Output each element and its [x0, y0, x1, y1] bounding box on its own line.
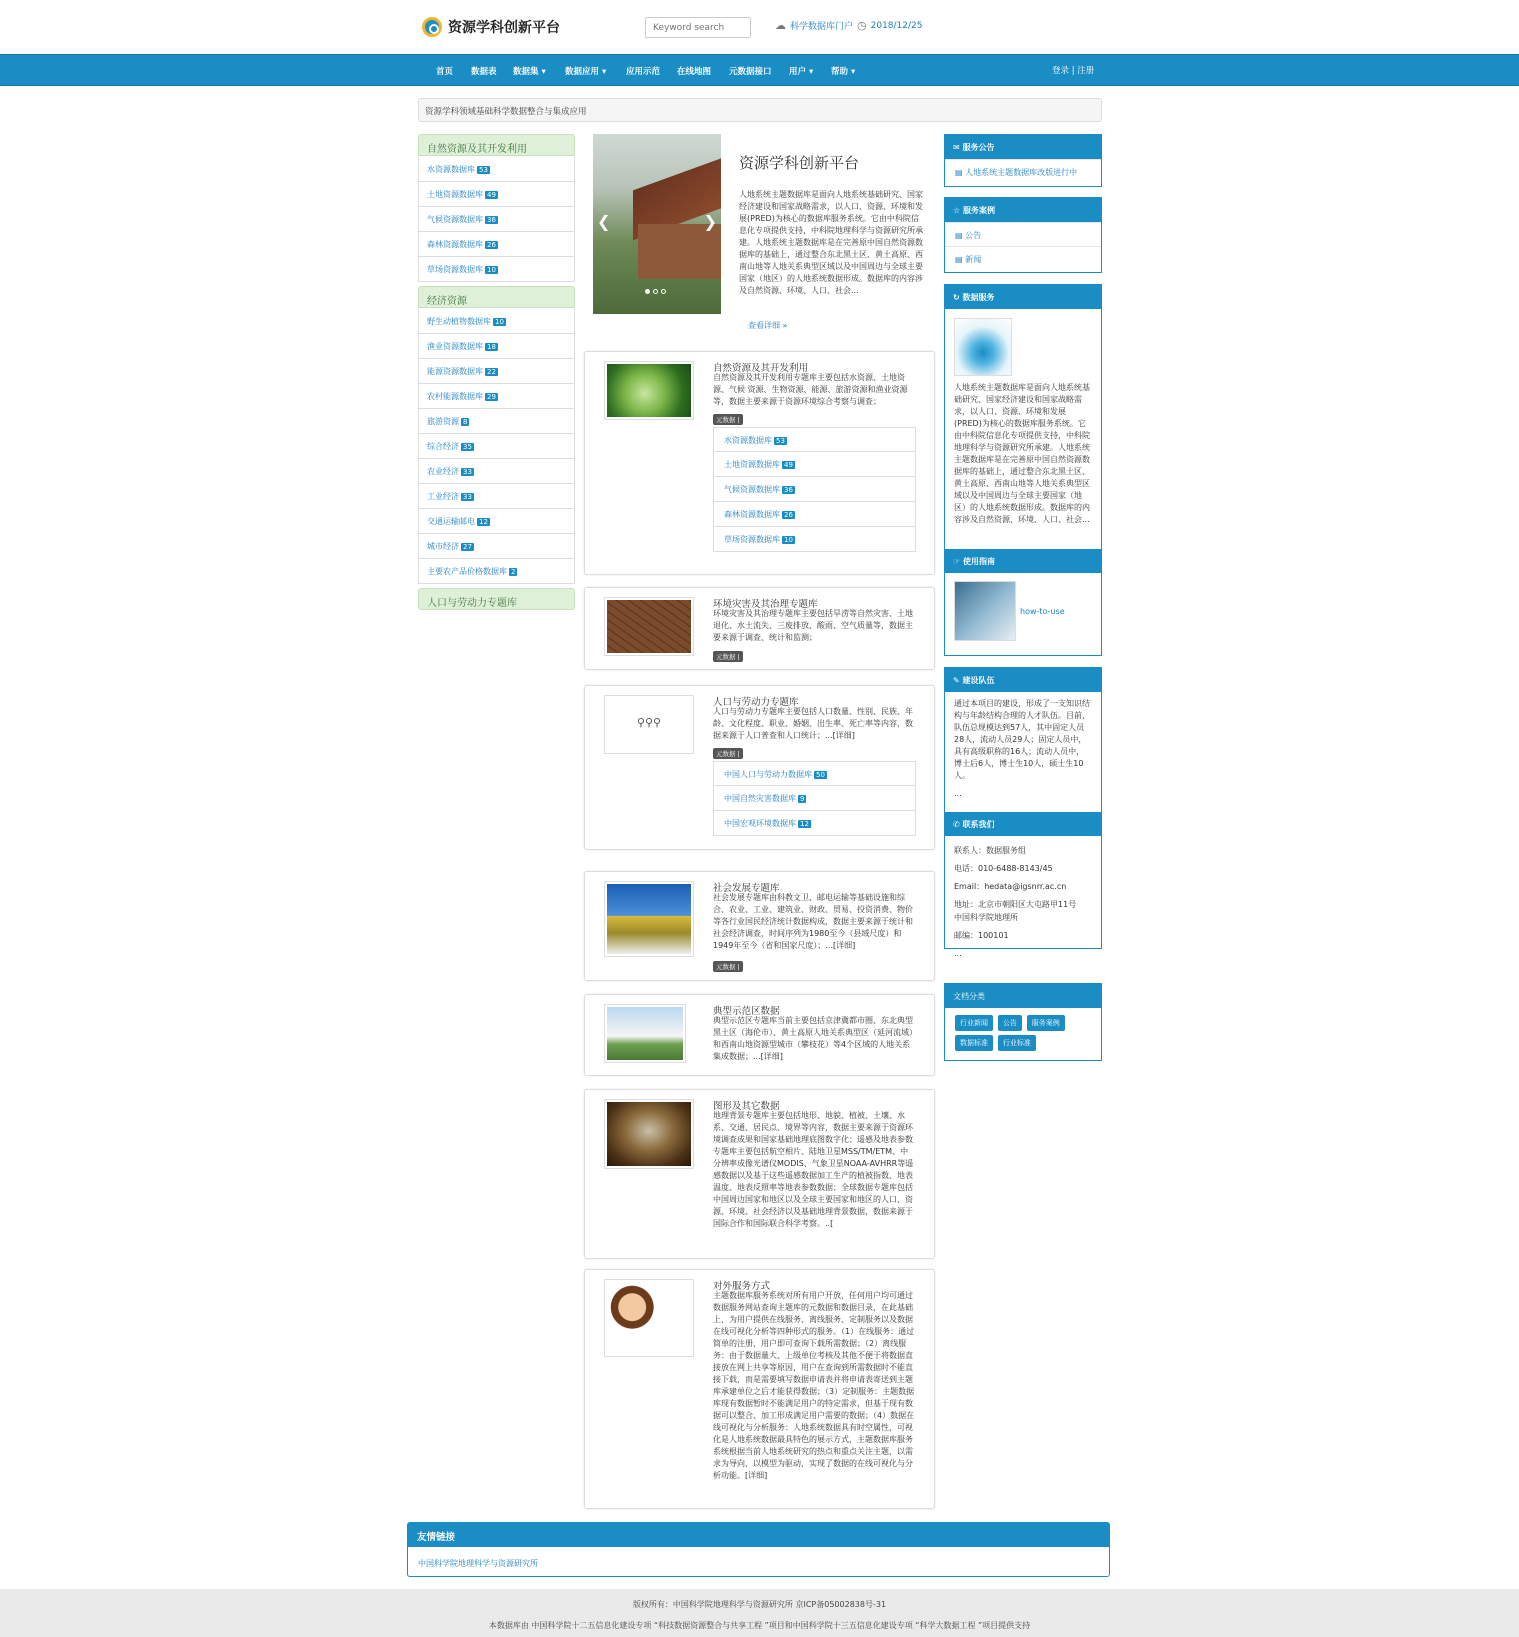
cases-panel — [944, 197, 1102, 273]
topic-sub-item[interactable]: 水资源数据库 53 — [713, 427, 916, 452]
topic-card — [584, 1269, 935, 1509]
doc-category-panel — [944, 983, 1102, 1061]
nav-metadata-api[interactable]: 元数据接口 — [729, 67, 772, 77]
doc-category-button[interactable]: 行业新闻 — [955, 1015, 993, 1031]
portal-info — [775, 19, 923, 32]
data-service-panel — [944, 284, 1102, 656]
current-date: 2018/12/25 — [870, 20, 923, 31]
topic-thumbnail[interactable] — [604, 1279, 694, 1357]
topic-thumbnail[interactable] — [604, 881, 694, 957]
topic-sub-item[interactable]: 气候资源数据库 36 — [713, 477, 916, 502]
topic-card — [584, 994, 935, 1076]
logo-icon — [422, 17, 442, 37]
team-text: 通过本项目的建设，形成了一支知识结构与年龄结构合理的人才队伍。目前，队伍总规模达到57人，其中固定人员28人，流动人员29人；固定人员中，具有高级职称的16人；流动人员中，博士后6人，博士生10人，硕士生10人。 — [954, 699, 1090, 780]
topic-description: 社会发展专题库由科教文卫、邮电运输等基础设施和综合、农业、工业、建筑业、财政、贸易、投资消费、物价等各行业国民经济统计数据构成，数据主要来源于统计和社会经济调查，时间序列为1980至今（县域尺度）和1949年至今（省和国家尺度）；...[详细] — [713, 893, 913, 950]
metadata-tag[interactable]: 元数据 | — [713, 748, 743, 759]
sidebar-item[interactable]: 交通运输邮电 12 — [418, 509, 575, 534]
friend-links-panel — [407, 1522, 1110, 1577]
panel-heading: ✎ 建设队伍 — [945, 668, 1101, 692]
topic-description: 典型示范区专题库当前主要包括京津冀都市圈、东北典型黑土区（海伦市）、黄土高原人地关系典型区（延河流域）和西南山地资源型城市（攀枝花）等4个区域的人地关系集成数据；...[详细] — [713, 1016, 913, 1061]
topic-thumbnail[interactable] — [604, 361, 694, 420]
topic-sub-item[interactable]: 中国人口与劳动力数据库 50 — [713, 761, 916, 786]
megaphone-icon: ✉ — [953, 143, 963, 152]
topic-title[interactable]: 图形及其它数据 — [713, 1101, 780, 1112]
sidebar-item[interactable]: 渔业资源数据库 18 — [418, 334, 575, 359]
topic-description: 自然资源及其开发利用专题库主要包括水资源、土地资源、气候 资源、生物资源、能源、旅游资源和渔业资源等，数据主要来源于资源环境综合考察与调查； — [713, 373, 908, 406]
sidebar-item[interactable]: 旅游资源 8 — [418, 409, 575, 434]
nav-demo[interactable]: 应用示范 — [626, 67, 661, 77]
panel-heading: ✆ 联系我们 — [945, 812, 1101, 836]
nav-user[interactable]: 用户 ▾ — [789, 67, 814, 77]
topic-thumbnail[interactable] — [604, 1004, 686, 1063]
sidebar-item[interactable]: 农业经济 33 — [418, 459, 575, 484]
portal-link[interactable]: 科学数据库门户 — [790, 22, 854, 32]
sidebar-item[interactable]: 城市经济 27 — [418, 534, 575, 559]
panel-heading: ↻ 数据服务 — [945, 285, 1101, 309]
nav-datatable[interactable]: 数据表 — [471, 67, 497, 77]
metadata-tag[interactable]: 元数据 | — [713, 414, 743, 425]
topic-card — [584, 1089, 935, 1259]
panel-heading: ☞ 使用指南 — [945, 549, 1101, 573]
topic-title[interactable]: 社会发展专题库 — [713, 883, 780, 894]
intro-title: 资源学科创新平台 — [739, 154, 860, 172]
topic-title[interactable]: 自然资源及其开发利用 — [713, 363, 809, 374]
carousel-indicators[interactable] — [645, 289, 666, 294]
topic-title[interactable]: 环境灾害及其治理专题库 — [713, 599, 818, 610]
topic-sub-item[interactable]: 草场资源数据库 10 — [713, 527, 916, 552]
topic-sub-item[interactable]: 中国自然灾害数据库 9 — [713, 786, 916, 811]
panel-heading: ☆ 服务案例 — [945, 198, 1101, 222]
intro-text: 人地系统主题数据库是面向人地系统基础研究、国家经济建设和国家战略需求，以人口、资源、环境和发展(PRED)为核心的数据库服务系统。它由中科院信息化专项提供支持，中科院地理科学与资源研究所承建。人地系统主题数据库是在完善原中国自然资源数据库的基础上，通过整合东北黑土区、黄土高原、西南山地等人地关系典型区域以及中国周边与全球主要国家（地区）的人地系统数据形成。数据库的内容涉及自然资源、环境、人口、社会... — [739, 190, 923, 295]
metadata-tag[interactable]: 元数据 | — [713, 961, 743, 972]
support-statement: 本数据库由 中国科学院十二五信息化建设专项 “科技数据资源整合与共享工程 ”项目和中国科学院十三五信息化建设专项 “科学大数据工程 ”项目提供支持 — [488, 1621, 1031, 1630]
topic-description: 人口与劳动力专题库主要包括人口数量、性别、民族、年龄、文化程度、职业、婚姻、出生率、死亡率等内容，数据来源于人口普查和人口统计；...[详细] — [713, 707, 913, 740]
guide-thumbnail[interactable] — [954, 581, 1016, 641]
announce-item[interactable]: ▤ 人地系统主题数据库改版进行中 — [945, 159, 1101, 183]
hand-icon: ☞ — [953, 557, 963, 566]
topic-description: 主题数据库服务系统对所有用户开放，任何用户均可通过数据服务网站查询主题库的元数据和数据目录，在此基础上，为用户提供在线服务、离线服务、定制服务以及数据在线可视化分析等四种形式的服务。（1）在线服务：通过简单的注册，用户即可查询下载所需数据；（2）离线服务：由于数据量大、上级单位考核及其他不便于将数据直接放在网上共享等原因，用户在查询到所需数据时不能直接下载，而是需要填写数据申请表并将申请表寄送到主题库承建单位之后才能获得数据；（3）定制服务：主题数据库现有数据暂时不能满足用户的特定需求，但基于现有数据可以整合、加工形成满足用户需要的数据；（4）数据在线可视化与分析服务：人地系统数据具有时空属性，可视化是人地系统数据最具特色的展示方式，主题数据库服务系统根据当前人地系统研究的热点和重点关注主题，以需求为导向，以模型为驱动，实现了数据的在线可视化与分析功能。[详细] — [713, 1291, 915, 1480]
panel-heading: ✉ 服务公告 — [945, 135, 1101, 159]
topic-title[interactable]: 典型示范区数据 — [713, 1006, 780, 1017]
doc-category-button[interactable]: 服务案例 — [1027, 1015, 1065, 1031]
cloud-service-icon — [954, 318, 1012, 376]
login-register-link[interactable]: 登录 | 注册 — [1052, 66, 1095, 76]
carousel-prev-icon[interactable]: ❮ — [597, 212, 611, 231]
panel-heading: 文档分类 — [945, 984, 1101, 1008]
header — [0, 0, 1519, 54]
nav-home[interactable]: 首页 — [436, 67, 454, 77]
topic-sub-item[interactable]: 中国宏观环境数据库 12 — [713, 811, 916, 836]
sidebar-category-population[interactable]: 人口与劳动力专题库 — [418, 588, 575, 610]
data-service-text: 人地系统主题数据库是面向人地系统基础研究、国家经济建设和国家战略需求，以人口、资源、环境和发展(PRED)为核心的数据库服务系统。它由中科院信息化专项提供支持，中科院地理科学与资源研究所承建。人地系统主题数据库是在完善原中国自然资源数据库的基础上，通过整合东北黑土区、黄土高原、西南山地等人地关系典型区域以及中国周边与全球主要国家（地区）的人地系统数据形成。数据库的内容涉及自然资源、环境、人口、社会... — [954, 383, 1090, 524]
topic-card — [584, 685, 935, 850]
topic-sub-item[interactable]: 森林资源数据库 26 — [713, 502, 916, 527]
doc-category-button[interactable]: 公告 — [998, 1015, 1022, 1031]
metadata-tag[interactable]: 元数据 | — [713, 651, 743, 662]
sidebar-item[interactable]: 草场资源数据库 10 — [418, 257, 575, 282]
nav-dataset[interactable]: 数据集 ▾ — [513, 67, 546, 77]
how-to-use-link[interactable]: how-to-use — [1020, 606, 1065, 616]
topic-thumbnail[interactable] — [604, 1099, 694, 1169]
carousel-next-icon[interactable]: ❯ — [703, 212, 717, 231]
topic-sub-item[interactable]: 土地资源数据库 49 — [713, 452, 916, 477]
announce-panel — [944, 134, 1102, 187]
list-icon: ▤ — [955, 255, 966, 264]
friend-link[interactable]: 中国科学院地理科学与资源研究所 — [418, 1559, 538, 1568]
sidebar-item[interactable]: 土地资源数据库 49 — [418, 182, 575, 207]
site-logo[interactable] — [422, 17, 560, 37]
contact-info: 联系人：数据服务组 电话：010-6488-8143/45 Email：hedata@igsnrr.ac.cn 地址：北京市朝阳区大屯路甲11号 中国科学院地理所 邮编：100101 ... — [954, 846, 1077, 958]
sidebar-item[interactable]: 水资源数据库 53 — [418, 157, 575, 182]
topic-description: 环境灾害及其治理专题库主要包括旱涝等自然灾害、土地退化、水土流失、三废排放、酸雨、空气质量等，数据主要来源于调查、统计和监测； — [713, 609, 913, 642]
topic-thumbnail[interactable]: ⚲⚲⚲ — [604, 695, 694, 754]
cases-item[interactable]: ▤ 公告 — [945, 222, 1101, 246]
cases-item[interactable]: ▤ 新闻 — [945, 246, 1101, 270]
nav-online-map[interactable]: 在线地图 — [677, 67, 712, 77]
sidebar-item[interactable]: 野生动植物数据库 10 — [418, 309, 575, 334]
copyright: 版权所有：中国科学院地理科学与资源研究所 京ICP备05002838号-31 — [632, 1600, 887, 1609]
star-icon: ☆ — [953, 206, 963, 215]
intro-more-link[interactable]: 查看详细 » — [748, 321, 788, 330]
breadcrumb: 资源学科领域基础科学数据整合与集成应用 — [418, 98, 1102, 122]
sidebar-item[interactable]: 能源资源数据库 22 — [418, 359, 575, 384]
sidebar-category-economic[interactable]: 经济资源 — [418, 286, 575, 308]
list-icon: ▤ — [955, 231, 966, 240]
sidebar-item[interactable]: 农村能源数据库 29 — [418, 384, 575, 409]
footer — [0, 1589, 1519, 1637]
topic-description: 地理背景专题库主要包括地形、地貌、植被、土壤、水系、交通、居民点、境界等内容，数据主要来源于资源环境调查成果和国家基础地理底图数字化；遥感及地表参数专题库主要包括航空相片、陆地卫星MSS/TM/ETM、中分辨率成像光谱仪MODIS、气象卫星NOAA-AVHRR等遥感数据以及基于这些遥感数据加工生产的植被指数、地表温度、地表反照率等地表参数数据；全球数据专题库包括中国周边国家和地区以及全球主要国家和地区的人口、资源、环境、社会经济以及基础地理背景数据，数据来源于国际合作和国际联合科学考察。..[ — [713, 1111, 914, 1228]
sidebar-item[interactable]: 综合经济 35 — [418, 434, 575, 459]
topic-title[interactable]: 对外服务方式 — [713, 1281, 771, 1292]
sidebar-item[interactable]: 森林资源数据库 26 — [418, 232, 575, 257]
phone-icon: ✆ — [953, 820, 963, 829]
sidebar-item[interactable]: 工业经济 33 — [418, 484, 575, 509]
edit-icon: ✎ — [953, 676, 963, 685]
sidebar-category-natural[interactable]: 自然资源及其开发利用 — [418, 134, 575, 156]
team-panel — [944, 667, 1102, 958]
friend-links-heading: 友情链接 — [408, 1523, 1109, 1547]
site-title: 资源学科创新平台 — [448, 20, 560, 36]
clock-icon: ◷ — [857, 19, 867, 32]
nav-help[interactable]: 帮助 ▾ — [831, 67, 856, 77]
doc-category-button[interactable]: 行业标准 — [998, 1035, 1036, 1051]
topic-card — [584, 587, 935, 670]
topic-card — [584, 351, 935, 575]
nav-data-application[interactable]: 数据应用 ▾ — [565, 67, 607, 77]
cloud-icon: ☁ — [775, 19, 786, 32]
main-nav — [0, 54, 1519, 86]
topic-title[interactable]: 人口与劳动力专题库 — [713, 697, 799, 708]
team-more[interactable]: ... — [954, 789, 962, 798]
topic-card — [584, 871, 935, 981]
sidebar-item[interactable]: 主要农产品价格数据库 2 — [418, 559, 575, 584]
search-input[interactable] — [645, 17, 751, 38]
intro-carousel[interactable] — [593, 134, 721, 314]
refresh-icon: ↻ — [953, 293, 963, 302]
topic-thumbnail[interactable] — [604, 597, 694, 656]
sidebar-item[interactable]: 气候资源数据库 36 — [418, 207, 575, 232]
list-icon: ▤ — [955, 168, 966, 177]
doc-category-button[interactable]: 数据标准 — [955, 1035, 993, 1051]
